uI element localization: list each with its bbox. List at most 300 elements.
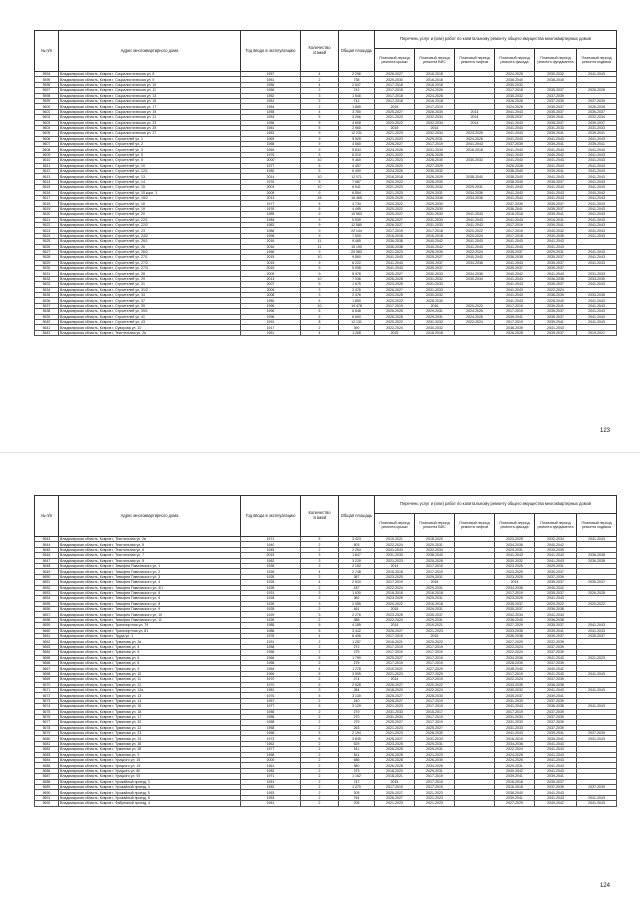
cell-area: 738 bbox=[339, 77, 375, 82]
cell-basement: 2021-2023 bbox=[577, 655, 617, 660]
cell-facade: 2017-2019 bbox=[495, 319, 535, 324]
cell-floors: 9 bbox=[301, 136, 339, 141]
cell-address: Владимирская область, Ковров г, Тимофея Павловского ул, 8 bbox=[59, 601, 241, 606]
cell-address: Владимирская область, Ковров г, Труда ул, 1 bbox=[59, 634, 241, 639]
cell-facade: 2036-2041 bbox=[495, 206, 535, 211]
cell-roof: 2017-2019 bbox=[375, 580, 415, 585]
cell-floors: 4 bbox=[301, 330, 339, 335]
cell-utilities: 2017-2019 bbox=[415, 142, 455, 147]
cell-utilities: 2017-2019 bbox=[415, 779, 455, 784]
cell-facade: 2017-2019 bbox=[495, 709, 535, 714]
cell-roof: 2026-2028 bbox=[375, 314, 415, 319]
cell-utilities: 2029-2031 bbox=[415, 747, 455, 752]
cell-utilities: 2022-2024 bbox=[415, 687, 455, 692]
cell-area: 9 460 bbox=[339, 158, 375, 163]
cell-year: 2015 bbox=[241, 260, 301, 265]
cell-facade: 2022-2024 bbox=[495, 677, 535, 682]
cell-elevators: 2041-2043 bbox=[455, 142, 495, 147]
cell-year: 1957 bbox=[241, 72, 301, 77]
cell-area: 437 bbox=[339, 585, 375, 590]
cell-number: 5647 bbox=[35, 558, 59, 563]
cell-roof: 2026-2028 bbox=[375, 758, 415, 763]
cell-roof: 2041-2043 bbox=[375, 266, 415, 271]
cell-number: 5680 bbox=[35, 736, 59, 741]
cell-address: Владимирская область, Ковров г, Строителей ул, 39 bbox=[59, 303, 241, 308]
cell-number: 5658 bbox=[35, 617, 59, 622]
col-utilities: Плановый период ремонта ВИС bbox=[415, 49, 455, 72]
cell-elevators: 2030-2034 bbox=[455, 276, 495, 281]
cell-roof: 2023-2025 bbox=[375, 282, 415, 287]
cell-area: 3 780 bbox=[339, 109, 375, 114]
cell-area: 3 130 bbox=[339, 693, 375, 698]
cell-facade: 2036-2038 bbox=[495, 634, 535, 639]
cell-area: 6 600 bbox=[339, 314, 375, 319]
cell-roof: 2026-2027 bbox=[375, 287, 415, 292]
cell-foundation: 2035-2037 bbox=[535, 623, 577, 628]
cell-number: 5617 bbox=[35, 195, 59, 200]
cell-basement: 2037-2039 bbox=[577, 98, 617, 103]
cell-basement: 2041-2043 bbox=[577, 169, 617, 174]
cell-number: 5634 bbox=[35, 287, 59, 292]
cell-facade: 2041-2043 bbox=[495, 287, 535, 292]
cell-year: 2015 bbox=[241, 266, 301, 271]
cell-number: 5614 bbox=[35, 179, 59, 184]
cell-area: 10 563 bbox=[339, 212, 375, 217]
cell-area: 2 510 bbox=[339, 580, 375, 585]
cell-facade: 2017-2018 bbox=[495, 233, 535, 238]
cell-address: Владимирская область, Ковров г, Строителей ул, 14 bbox=[59, 179, 241, 184]
cell-roof: 2025-2027 bbox=[375, 142, 415, 147]
cell-number: 5672 bbox=[35, 693, 59, 698]
cell-floors: 5 bbox=[301, 314, 339, 319]
cell-facade: 2036-2038 bbox=[495, 255, 535, 260]
cell-area: 284 bbox=[339, 687, 375, 692]
cell-foundation: 2028-2040 bbox=[535, 298, 577, 303]
cell-facade: 2023-2025 bbox=[495, 537, 535, 542]
cell-facade: 2041-2043 bbox=[495, 260, 535, 265]
cell-area: 387 bbox=[339, 574, 375, 579]
cell-number: 5604 bbox=[35, 125, 59, 130]
cell-basement: 2037-2039 bbox=[577, 731, 617, 736]
cell-number: 5625 bbox=[35, 239, 59, 244]
cell-number: 5669 bbox=[35, 677, 59, 682]
cell-floors: 10 bbox=[301, 174, 339, 179]
cell-roof: 2024-2026 bbox=[375, 147, 415, 152]
cell-foundation: 2040-2042 bbox=[535, 228, 577, 233]
cell-address: Владимирская область, Ковров г, Строителей ул, 41 bbox=[59, 314, 241, 319]
cell-facade: 2030-2032 bbox=[495, 687, 535, 692]
cell-elevators: 2029-2031 bbox=[455, 185, 495, 190]
cell-basement: 2041-2043 bbox=[577, 801, 617, 806]
cell-basement: 2041-2043 bbox=[577, 136, 617, 141]
cell-number: 5640 bbox=[35, 319, 59, 324]
cell-facade: 2041-2043 bbox=[495, 731, 535, 736]
cell-roof: 2018-2020 bbox=[375, 687, 415, 692]
cell-area: 6 541 bbox=[339, 185, 375, 190]
col-facade: Плановый период ремонта фасада bbox=[495, 514, 535, 537]
cell-foundation: 2041-2043 bbox=[535, 174, 577, 179]
cell-address: Владимирская область, Ковров г, Туманова ул, 11 bbox=[59, 677, 241, 682]
cell-floors: 3 bbox=[301, 287, 339, 292]
cell-foundation: 2039-2041 bbox=[535, 115, 577, 120]
capital-repair-table bbox=[34, 30, 617, 336]
col-floors: Количество этажей bbox=[301, 31, 339, 72]
cell-utilities: 2017-2019 bbox=[415, 774, 455, 779]
cell-facade: 2029-2031 bbox=[495, 763, 535, 768]
cell-area: 1 268 bbox=[339, 330, 375, 335]
cell-foundation: 2041-2043 bbox=[535, 747, 577, 752]
cell-year: 1928 bbox=[241, 601, 301, 606]
cell-area: 10 478 bbox=[339, 303, 375, 308]
cell-facade: 2031-2033 bbox=[495, 714, 535, 719]
cell-roof: 2016-2018 bbox=[375, 590, 415, 595]
cell-foundation: 2035-2037 bbox=[535, 634, 577, 639]
cell-area: 274 bbox=[339, 677, 375, 682]
cell-area: 379 bbox=[339, 768, 375, 773]
cell-number: 5605 bbox=[35, 131, 59, 136]
cell-floors: 5 bbox=[301, 537, 339, 542]
cell-number: 5596 bbox=[35, 82, 59, 87]
col-number: № п/п bbox=[35, 496, 59, 537]
cell-elevators: 2020-2024 bbox=[455, 233, 495, 238]
cell-year: 1977 bbox=[241, 747, 301, 752]
cell-basement: 2035-2037 bbox=[577, 634, 617, 639]
cell-address: Владимирская область, Ковров г, Тимофея Павловского ул, 1 bbox=[59, 563, 241, 568]
cell-year: 1956 bbox=[241, 120, 301, 125]
cell-facade: 2038-2040 bbox=[495, 790, 535, 795]
cell-foundation: 2039-2041 bbox=[535, 222, 577, 227]
cell-number: 5620 bbox=[35, 212, 59, 217]
cell-year: 1958 bbox=[241, 725, 301, 730]
cell-area: 12 231 bbox=[339, 131, 375, 136]
cell-address: Владимирская область, Ковров г, Строителей ул, 12/1 bbox=[59, 169, 241, 174]
cell-basement: 2041-2043 bbox=[577, 72, 617, 77]
cell-address: Владимирская область, Ковров г, Строителей ул, 15/2 bbox=[59, 195, 241, 200]
cell-floors: 5 bbox=[301, 201, 339, 206]
cell-utilities: 2038-2040 bbox=[415, 553, 455, 558]
cell-foundation: 2035-2037 bbox=[535, 779, 577, 784]
cell-address: Владимирская область, Ковров г, Тимофея Павловского ул, 3 bbox=[59, 574, 241, 579]
cell-elevators: 2023-2025 bbox=[455, 131, 495, 136]
cell-area: 5 978 bbox=[339, 271, 375, 276]
cell-address: Владимирская область, Ковров г, Туманова ул, 12а bbox=[59, 687, 241, 692]
cell-floors: 5 bbox=[301, 655, 339, 660]
cell-foundation: 2041-2043 bbox=[535, 271, 577, 276]
cell-year: 1966 bbox=[241, 655, 301, 660]
cell-roof: 2026-2027 bbox=[375, 795, 415, 800]
col-address: Адрес многоквартирного дома bbox=[59, 31, 241, 72]
cell-year: 1988 bbox=[241, 623, 301, 628]
cell-area: 5 539 bbox=[339, 217, 375, 222]
cell-elevators: 2014 bbox=[455, 120, 495, 125]
cell-basement: 2037-2039 bbox=[577, 784, 617, 789]
cell-facade: 2031-2033 bbox=[495, 720, 535, 725]
cell-year: 1954 bbox=[241, 104, 301, 109]
cell-utilities: 2024-2026 bbox=[415, 88, 455, 93]
cell-facade: 2030-2032 bbox=[495, 82, 535, 87]
cell-roof: 2026-2027 bbox=[375, 72, 415, 77]
cell-number: 5631 bbox=[35, 271, 59, 276]
cell-address: Владимирская область, Ковров г, Тимофея Павловского ул, 9 bbox=[59, 607, 241, 612]
cell-foundation: 2041-2043 bbox=[535, 596, 577, 601]
cell-roof: 2025-2027 bbox=[375, 790, 415, 795]
cell-utilities: 2031-2033 bbox=[415, 282, 455, 287]
cell-foundation: 2035-2037 bbox=[535, 266, 577, 271]
cell-roof: 2025-2027 bbox=[375, 109, 415, 114]
cell-number: 5686 bbox=[35, 768, 59, 773]
cell-facade: 2038-2040 bbox=[495, 617, 535, 622]
cell-year: 1951 bbox=[241, 98, 301, 103]
cell-year: 1958 bbox=[241, 660, 301, 665]
cell-address: Владимирская область, Ковров г, Строителей ул, 13 bbox=[59, 174, 241, 179]
cell-roof: 2026-2028 bbox=[375, 276, 415, 281]
cell-year: 1961 bbox=[241, 330, 301, 335]
cell-floors: 9 bbox=[301, 217, 339, 222]
cell-utilities: 2020-2022 bbox=[415, 682, 455, 687]
cell-roof: 2025-2025 bbox=[375, 195, 415, 200]
cell-foundation: 2035-2037 bbox=[535, 179, 577, 184]
cell-foundation: 2037-2039 bbox=[535, 677, 577, 682]
cell-basement: 2041-2043 bbox=[577, 152, 617, 157]
cell-roof: 2014 bbox=[375, 677, 415, 682]
cell-address: Владимирская область, Ковров г, Туманова ул, 13 bbox=[59, 693, 241, 698]
cell-address: Владимирская область, Ковров г, Социалистическая ул, 8 bbox=[59, 72, 241, 77]
cell-facade: 2035-2037 bbox=[495, 601, 535, 606]
cell-address: Владимирская область, Ковров г, Туманова ул, 10 bbox=[59, 671, 241, 676]
cell-basement: 2041-2043 bbox=[577, 217, 617, 222]
cell-utilities: 2035-2037 bbox=[415, 266, 455, 271]
cell-number: 5643 bbox=[35, 537, 59, 542]
cell-year: 1971 bbox=[241, 537, 301, 542]
cell-year: 1952 bbox=[241, 93, 301, 98]
cell-floors: 5 bbox=[301, 115, 339, 120]
cell-basement: 2036-2038 bbox=[577, 558, 617, 563]
cell-foundation: 2020-2022 bbox=[535, 601, 577, 606]
cell-address: Владимирская область, Ковров г, Социалистическая ул, 13 bbox=[59, 93, 241, 98]
cell-address: Владимирская область, Ковров г, Строителей ул, 2 bbox=[59, 142, 241, 147]
cell-floors: 3 bbox=[301, 553, 339, 558]
cell-floors: 9 bbox=[301, 147, 339, 152]
cell-year: 1996 bbox=[241, 314, 301, 319]
cell-basement: 2031-2033 bbox=[577, 125, 617, 130]
cell-number: 5622 bbox=[35, 222, 59, 227]
table-row bbox=[35, 330, 617, 335]
cell-utilities: 2029-2031 bbox=[415, 596, 455, 601]
cell-area: 5 058 bbox=[339, 266, 375, 271]
cell-year: 1931 bbox=[241, 639, 301, 644]
cell-facade: 2024-2026 bbox=[495, 104, 535, 109]
cell-area: 4 560 bbox=[339, 142, 375, 147]
cell-floors: 4 bbox=[301, 569, 339, 574]
cell-area: 1 847 bbox=[339, 553, 375, 558]
cell-year: 1980 bbox=[241, 298, 301, 303]
cell-facade: 2038-2040 bbox=[495, 174, 535, 179]
cell-area: 15 190 bbox=[339, 244, 375, 249]
cell-roof: 2021-2023 bbox=[375, 185, 415, 190]
cell-foundation: 2040-2042 bbox=[535, 152, 577, 157]
cell-facade: 2031-2033 bbox=[495, 725, 535, 730]
cell-utilities: 2015 bbox=[415, 580, 455, 585]
cell-utilities: 2029-2031 bbox=[415, 741, 455, 746]
cell-area: 2 254 bbox=[339, 547, 375, 552]
cell-number: 5626 bbox=[35, 244, 59, 249]
cell-floors: 2 bbox=[301, 714, 339, 719]
cell-foundation: 2036-2038 bbox=[535, 607, 577, 612]
col-basement: Плановый период ремонта подвала bbox=[577, 49, 617, 72]
cell-facade: 2035-2037 bbox=[495, 266, 535, 271]
cell-roof: 2015 bbox=[375, 125, 415, 130]
cell-number: 5637 bbox=[35, 303, 59, 308]
cell-area: 275 bbox=[339, 660, 375, 665]
cell-utilities: 2017-2019 bbox=[415, 784, 455, 789]
cell-facade: 2038-2040 bbox=[495, 169, 535, 174]
cell-facade: 2034-2036 bbox=[495, 585, 535, 590]
cell-year: 1971 bbox=[241, 774, 301, 779]
cell-floors: 2 bbox=[301, 104, 339, 109]
cell-roof: 2021-2023 bbox=[375, 725, 415, 730]
cell-roof: 2029-2030 bbox=[375, 77, 415, 82]
cell-area: 263 bbox=[339, 725, 375, 730]
cell-number: 5668 bbox=[35, 671, 59, 676]
cell-facade: 2041-2043 bbox=[495, 190, 535, 195]
table-body bbox=[35, 72, 617, 336]
cell-year: 1958 bbox=[241, 644, 301, 649]
cell-address: Владимирская область, Ковров г, Социалистическая ул, 15 bbox=[59, 98, 241, 103]
cell-basement: 2035-2037 bbox=[577, 580, 617, 585]
cell-floors: 9 bbox=[301, 249, 339, 254]
cell-year: 1991 bbox=[241, 319, 301, 324]
cell-area: 1 070 bbox=[339, 784, 375, 789]
cell-address: Владимирская область, Ковров г, Строителей ул, 26/1 bbox=[59, 239, 241, 244]
cell-address: Владимирская область, Ковров г, Туманова ул, 20 bbox=[59, 720, 241, 725]
cell-floors: 2 bbox=[301, 607, 339, 612]
cell-basement: 2041-2043 bbox=[577, 201, 617, 206]
cell-floors: 2 bbox=[301, 725, 339, 730]
cell-elevators bbox=[455, 330, 495, 335]
cell-utilities: 2031-2033 bbox=[415, 736, 455, 741]
cell-floors: 9 bbox=[301, 282, 339, 287]
cell-floors: 5 bbox=[301, 120, 339, 125]
cell-area: 6 010 bbox=[339, 152, 375, 157]
cell-basement: 2041-2043 bbox=[577, 736, 617, 741]
cell-area: 2 276 bbox=[339, 612, 375, 617]
cell-area: 382 bbox=[339, 596, 375, 601]
cell-roof: 2021-2022 bbox=[375, 152, 415, 157]
cell-facade: 2027-2029 bbox=[495, 801, 535, 806]
cell-address: Владимирская область, Ковров г, Строителей ул, 20 bbox=[59, 212, 241, 217]
cell-floors: 2 bbox=[301, 77, 339, 82]
cell-address: Владимирская область, Ковров г, Социалистическая ул, 9 bbox=[59, 77, 241, 82]
cell-basement: 2041-2043 bbox=[577, 319, 617, 324]
cell-year: 1986 bbox=[241, 228, 301, 233]
cell-area: 12 071 bbox=[339, 174, 375, 179]
cell-basement: 2041-2043 bbox=[577, 185, 617, 190]
cell-basement: 2036-2038 bbox=[577, 553, 617, 558]
cell-elevators: 2041-2043 bbox=[455, 239, 495, 244]
cell-foundation: 2039-2041 bbox=[535, 693, 577, 698]
cell-basement: 2041-2043 bbox=[577, 309, 617, 314]
cell-year: 1961 bbox=[241, 801, 301, 806]
cell-foundation: 2041-2043 bbox=[535, 147, 577, 152]
cell-foundation: 2016-2041 bbox=[535, 217, 577, 222]
cell-floors: 2 bbox=[301, 779, 339, 784]
cell-number: 5627 bbox=[35, 249, 59, 254]
cell-address: Владимирская область, Ковров г, Фабричный проезд, 4 bbox=[59, 801, 241, 806]
cell-floors: 2 bbox=[301, 747, 339, 752]
cell-floors: 2 bbox=[301, 639, 339, 644]
cell-year: 1970 bbox=[241, 677, 301, 682]
cell-area: 580 bbox=[339, 763, 375, 768]
cell-number: 5652 bbox=[35, 585, 59, 590]
cell-number: 5613 bbox=[35, 174, 59, 179]
cell-utilities: 2017-2019 bbox=[415, 677, 455, 682]
cell-facade: 2016-2018 bbox=[495, 784, 535, 789]
cell-foundation: 2037-2039 bbox=[535, 644, 577, 649]
cell-roof: 2016-2018 bbox=[375, 233, 415, 238]
cell-number: 5654 bbox=[35, 596, 59, 601]
cell-basement: 2041-2043 bbox=[577, 282, 617, 287]
cell-roof: 2016-2021 bbox=[375, 639, 415, 644]
cell-area: 388 bbox=[339, 617, 375, 622]
cell-number: 5615 bbox=[35, 185, 59, 190]
cell-year: 1926 bbox=[241, 569, 301, 574]
cell-facade: 2038-2040 bbox=[495, 179, 535, 184]
cell-year: 1928 bbox=[241, 596, 301, 601]
cell-year: 1956 bbox=[241, 709, 301, 714]
cell-roof: 2025-2027 bbox=[375, 736, 415, 741]
cell-address: Владимирская область, Ковров г, Урожайный проезд, 8 bbox=[59, 795, 241, 800]
cell-utilities: 2030-2032 bbox=[415, 169, 455, 174]
cell-address: Владимирская область, Ковров г, Строителей ул, 27/2 bbox=[59, 260, 241, 265]
cell-area: 12 580 bbox=[339, 222, 375, 227]
cell-facade: 2028-2030 bbox=[495, 660, 535, 665]
cell-facade: 2041-2043 bbox=[495, 195, 535, 200]
cell-basement: 2041-2043 bbox=[577, 249, 617, 254]
cell-basement: 2041-2043 bbox=[577, 671, 617, 676]
cell-area: 22 144 bbox=[339, 228, 375, 233]
cell-basement: 2039-2041 bbox=[577, 142, 617, 147]
cell-facade: 2036-2039 bbox=[495, 325, 535, 330]
cell-foundation: 2030-2035 bbox=[535, 233, 577, 238]
cell-foundation: 2037-2039 bbox=[535, 639, 577, 644]
cell-foundation: 2041-2043 bbox=[535, 185, 577, 190]
cell-foundation: 2041-2043 bbox=[535, 741, 577, 746]
cell-year: 2000 bbox=[241, 158, 301, 163]
cell-area: 3 129 bbox=[339, 704, 375, 709]
cell-year: 1981 bbox=[241, 687, 301, 692]
cell-utilities: 2030-2032 bbox=[415, 325, 455, 330]
cell-utilities: 2015-2017 bbox=[415, 709, 455, 714]
cell-foundation: 2037-2039 bbox=[535, 650, 577, 655]
cell-number: 5650 bbox=[35, 574, 59, 579]
cell-facade: 2035-2037 bbox=[495, 249, 535, 254]
cell-facade: 2033-2035 bbox=[495, 682, 535, 687]
cell-basement: 2033-2035 bbox=[577, 276, 617, 281]
cell-utilities: 2034-2036 bbox=[415, 195, 455, 200]
cell-foundation: 2036-2038 bbox=[535, 682, 577, 687]
cell-facade: 2017-2019 bbox=[495, 222, 535, 227]
cell-utilities: 2017-2019 bbox=[415, 720, 455, 725]
cell-foundation: 2041-2043 bbox=[535, 558, 577, 563]
cell-floors: 2 bbox=[301, 547, 339, 552]
cell-floors: 2 bbox=[301, 709, 339, 714]
cell-year: 1980 bbox=[241, 169, 301, 174]
cell-foundation: 2039-2041 bbox=[535, 142, 577, 147]
cell-utilities: 2026-2028 bbox=[415, 152, 455, 157]
cell-foundation: 2037-2039 bbox=[535, 784, 577, 789]
cell-roof: 2015 bbox=[375, 104, 415, 109]
cell-utilities: 2034-2026 bbox=[415, 763, 455, 768]
